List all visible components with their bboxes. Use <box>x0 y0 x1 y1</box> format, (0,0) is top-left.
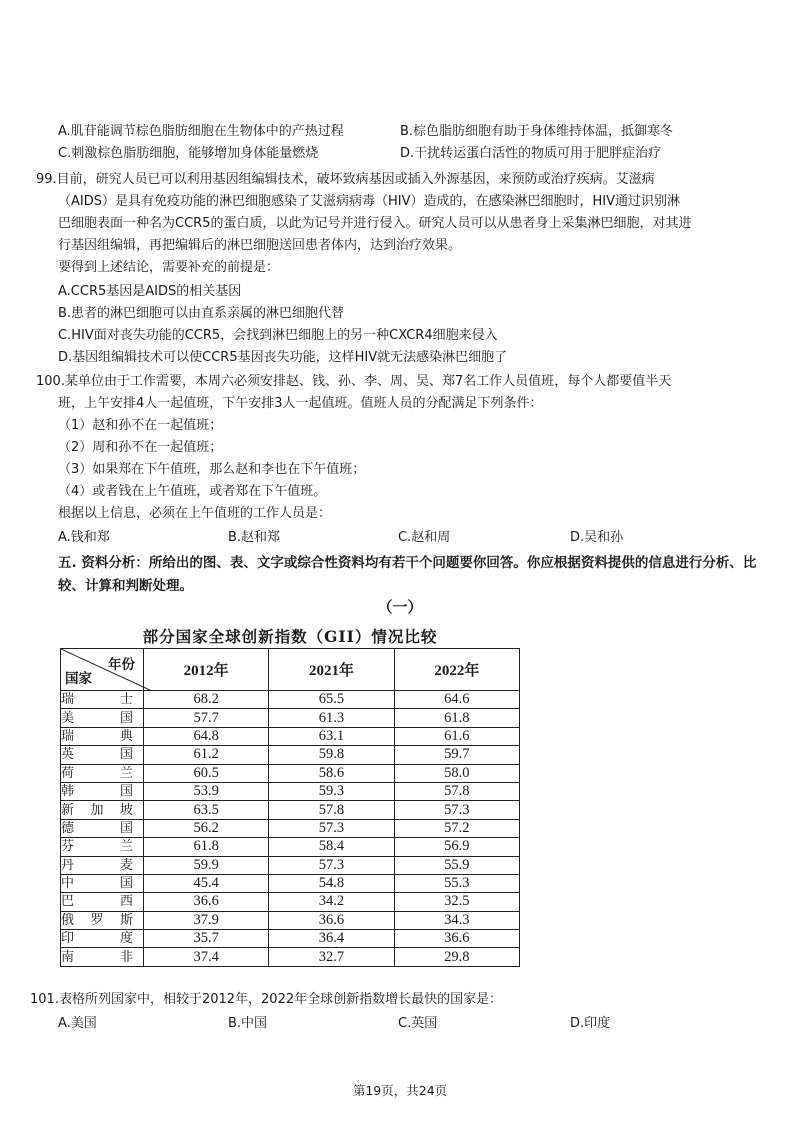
country-char: 芬 <box>61 839 75 855</box>
country-char: 新 <box>61 802 75 818</box>
country-cell <box>61 709 144 727</box>
q101-stem: 101.表格所列国家中，相较于2012年，2022年全球创新指数增长最快的国家是： <box>30 992 503 1007</box>
value-cell-2021: 59.3 <box>269 782 394 800</box>
value-cell-2012: 60.5 <box>144 764 269 782</box>
value-cell-2022: 36.6 <box>394 930 519 948</box>
value-cell-2022: 61.8 <box>394 709 519 727</box>
value-cell-2021: 32.7 <box>269 948 394 966</box>
country-name <box>61 691 133 708</box>
country-char: 度 <box>119 931 133 947</box>
q101-option-a: A.美国 <box>58 1016 97 1031</box>
country-cell <box>61 930 144 948</box>
value-cell-2022: 32.5 <box>394 893 519 911</box>
country-char: 中 <box>61 876 75 892</box>
q100-stem-line-2: 班，上午安排4人一起值班，下午安排3人一起值班。值班人员的分配满足下列条件： <box>58 396 543 411</box>
country-cell <box>61 691 144 709</box>
table-row <box>61 893 520 911</box>
value-cell-2012: 37.4 <box>144 948 269 966</box>
country-cell <box>61 948 144 966</box>
country-char: 斯 <box>119 912 133 928</box>
table-row <box>61 782 520 800</box>
table-row <box>61 874 520 892</box>
subsection-title: （一） <box>377 598 423 616</box>
table-row <box>61 746 520 764</box>
value-cell-2022: 58.0 <box>394 764 519 782</box>
country-name <box>61 728 133 745</box>
country-cell <box>61 856 144 874</box>
country-cell <box>61 727 144 745</box>
q100-option-c: C.赵和周 <box>398 530 451 545</box>
value-cell-2012: 53.9 <box>144 782 269 800</box>
country-name <box>61 838 133 855</box>
country-char: 韩 <box>61 784 75 800</box>
country-char: 瑞 <box>61 728 75 744</box>
country-char: 德 <box>61 820 75 836</box>
country-char: 俄 <box>61 912 75 928</box>
value-cell-2021: 34.2 <box>269 893 394 911</box>
page-footer: 第19页，共24页 <box>352 1083 448 1098</box>
q99-stem-line-3: 巴细胞表面一种名为CCR5的蛋白质，以此为记号并进行侵入。研究人员可以从患者身上采集淋巴细胞，对其进 <box>58 216 692 231</box>
q98-option-c: C.刺激棕色脂肪细胞，能够增加身体能量燃烧 <box>58 146 319 161</box>
country-name <box>61 857 133 874</box>
country-char: 国 <box>119 876 133 892</box>
value-cell-2012: 61.8 <box>144 838 269 856</box>
value-cell-2012: 35.7 <box>144 930 269 948</box>
table-row <box>61 856 520 874</box>
country-char: 加 <box>90 802 104 818</box>
table-row <box>61 727 520 745</box>
country-char: 兰 <box>119 765 133 781</box>
q99-option-a: A.CCR5基因是AIDS的相关基因 <box>58 284 242 299</box>
country-name <box>61 765 133 782</box>
q101-option-c: C.英国 <box>398 1016 438 1031</box>
country-name <box>61 710 133 727</box>
table-row <box>61 930 520 948</box>
value-cell-2022: 34.3 <box>394 911 519 929</box>
table-body <box>61 691 520 967</box>
value-cell-2022: 56.9 <box>394 838 519 856</box>
value-cell-2022: 29.8 <box>394 948 519 966</box>
q100-condition-1: （1）赵和孙不在一起值班； <box>58 418 223 433</box>
q99-stem-line-4: 行基因组编辑，再把编辑后的淋巴细胞送回患者体内，达到治疗效果。 <box>58 238 462 253</box>
value-cell-2021: 63.1 <box>269 727 394 745</box>
country-char: 荷 <box>61 765 75 781</box>
country-cell <box>61 746 144 764</box>
country-char: 坡 <box>119 802 133 818</box>
q100-stem-line-1: 100.某单位由于工作需要，本周六必须安排赵、钱、孙、李、周、吴、郑7名工作人员值班，每个人都要值半天 <box>36 374 672 389</box>
value-cell-2021: 59.8 <box>269 746 394 764</box>
country-char: 国 <box>119 820 133 836</box>
table-row <box>61 911 520 929</box>
diagonal-header-cell <box>61 649 144 691</box>
value-cell-2021: 57.3 <box>269 856 394 874</box>
value-cell-2022: 55.9 <box>394 856 519 874</box>
q100-option-b: B.赵和郑 <box>228 530 281 545</box>
q98-option-b: B.棕色脂肪细胞有助于身体维持体温，抵御寒冬 <box>400 124 674 139</box>
country-name <box>61 802 133 819</box>
table-row <box>61 764 520 782</box>
table-row <box>61 801 520 819</box>
table-header-row <box>61 649 520 691</box>
header-year-2022: 2022年 <box>394 649 519 691</box>
country-name <box>61 893 133 910</box>
country-char: 印 <box>61 931 75 947</box>
country-cell <box>61 911 144 929</box>
country-char: 南 <box>61 949 75 965</box>
country-char: 西 <box>119 894 133 910</box>
country-cell <box>61 838 144 856</box>
country-char: 国 <box>119 747 133 763</box>
country-name <box>61 949 133 966</box>
q100-condition-3: （3）如果郑在下午值班，那么赵和李也在下午值班； <box>58 462 366 477</box>
value-cell-2022: 59.7 <box>394 746 519 764</box>
q99-question: 要得到上述结论，需要补充的前提是： <box>58 260 280 275</box>
country-cell <box>61 801 144 819</box>
q99-stem-line-1: 99.目前，研究人员已可以利用基因组编辑技术，破坏致病基因或插入外源基因，来预防或治疗疾病。艾滋病 <box>36 172 655 187</box>
country-cell <box>61 764 144 782</box>
value-cell-2012: 45.4 <box>144 874 269 892</box>
value-cell-2021: 57.8 <box>269 801 394 819</box>
q100-condition-4: （4）或者钱在上午值班，或者郑在下午值班。 <box>58 484 327 499</box>
country-cell <box>61 782 144 800</box>
q99-stem-line-2: （AIDS）是具有免疫功能的淋巴细胞感染了艾滋病病毒（HIV）造成的，在感染淋巴细胞时，HIV通过识别淋 <box>58 194 680 209</box>
header-year-label: 年份 <box>108 657 135 673</box>
country-char: 美 <box>61 710 75 726</box>
table-row <box>61 838 520 856</box>
q99-option-c: C.HIV面对丧失功能的CCR5，会找到淋巴细胞上的另一种CXCR4细胞来侵入 <box>58 328 498 343</box>
country-char: 英 <box>61 747 75 763</box>
q101-option-b: B.中国 <box>228 1016 268 1031</box>
value-cell-2021: 36.6 <box>269 911 394 929</box>
value-cell-2022: 61.6 <box>394 727 519 745</box>
gii-table <box>60 648 520 967</box>
table-row <box>61 819 520 837</box>
country-cell <box>61 893 144 911</box>
value-cell-2021: 65.5 <box>269 691 394 709</box>
value-cell-2012: 61.2 <box>144 746 269 764</box>
country-char: 士 <box>119 692 133 708</box>
country-name <box>61 875 133 892</box>
country-char: 国 <box>119 710 133 726</box>
value-cell-2022: 55.3 <box>394 874 519 892</box>
table-title: 部分国家全球创新指数（GII）情况比较 <box>142 627 438 646</box>
q101-option-d: D.印度 <box>570 1016 611 1031</box>
header-year-2021: 2021年 <box>269 649 394 691</box>
q100-option-d: D.吴和孙 <box>570 530 624 545</box>
value-cell-2022: 57.3 <box>394 801 519 819</box>
country-name <box>61 820 133 837</box>
value-cell-2012: 57.7 <box>144 709 269 727</box>
country-char: 瑞 <box>61 692 75 708</box>
q100-question: 根据以上信息，必须在上午值班的工作人员是： <box>58 506 332 521</box>
country-char: 非 <box>119 949 133 965</box>
value-cell-2021: 54.8 <box>269 874 394 892</box>
value-cell-2022: 57.2 <box>394 819 519 837</box>
value-cell-2012: 64.8 <box>144 727 269 745</box>
country-char: 麦 <box>119 857 133 873</box>
value-cell-2012: 68.2 <box>144 691 269 709</box>
header-year-2012: 2012年 <box>144 649 269 691</box>
value-cell-2012: 63.5 <box>144 801 269 819</box>
table-row <box>61 691 520 709</box>
country-char: 国 <box>119 784 133 800</box>
q99-option-b: B.患者的淋巴细胞可以由直系亲属的淋巴细胞代替 <box>58 306 345 321</box>
value-cell-2021: 58.4 <box>269 838 394 856</box>
country-cell <box>61 819 144 837</box>
country-char: 兰 <box>119 839 133 855</box>
value-cell-2012: 59.9 <box>144 856 269 874</box>
country-char: 罗 <box>90 912 104 928</box>
section-5-heading: 五. 资料分析：所给出的图、表、文字或综合性资料均有若干个问题要你回答。你应根据资料提供的信息进行分析、比较、计算和判断处理。 <box>58 555 757 594</box>
q98-option-d: D.干扰转运蛋白活性的物质可用于肥胖症治疗 <box>400 146 662 161</box>
table-row <box>61 948 520 966</box>
q98-option-a: A.肌苷能调节棕色脂肪细胞在生物体中的产热过程 <box>58 124 344 139</box>
country-char: 巴 <box>61 894 75 910</box>
table-row <box>61 709 520 727</box>
value-cell-2021: 57.3 <box>269 819 394 837</box>
q99-option-d: D.基因组编辑技术可以使CCR5基因丧失功能，这样HIV就无法感染淋巴细胞了 <box>58 350 508 365</box>
country-name <box>61 746 133 763</box>
country-char: 丹 <box>61 857 75 873</box>
value-cell-2012: 56.2 <box>144 819 269 837</box>
value-cell-2012: 37.9 <box>144 911 269 929</box>
q100-option-a: A.钱和郑 <box>58 530 110 545</box>
value-cell-2022: 57.8 <box>394 782 519 800</box>
header-country-label: 国家 <box>65 671 92 687</box>
value-cell-2021: 58.6 <box>269 764 394 782</box>
country-char: 典 <box>119 728 133 744</box>
q100-condition-2: （2）周和孙不在一起值班； <box>58 440 223 455</box>
country-name <box>61 783 133 800</box>
value-cell-2012: 36.6 <box>144 893 269 911</box>
country-name <box>61 912 133 929</box>
country-name <box>61 930 133 947</box>
value-cell-2021: 61.3 <box>269 709 394 727</box>
country-cell <box>61 874 144 892</box>
value-cell-2022: 64.6 <box>394 691 519 709</box>
value-cell-2021: 36.4 <box>269 930 394 948</box>
